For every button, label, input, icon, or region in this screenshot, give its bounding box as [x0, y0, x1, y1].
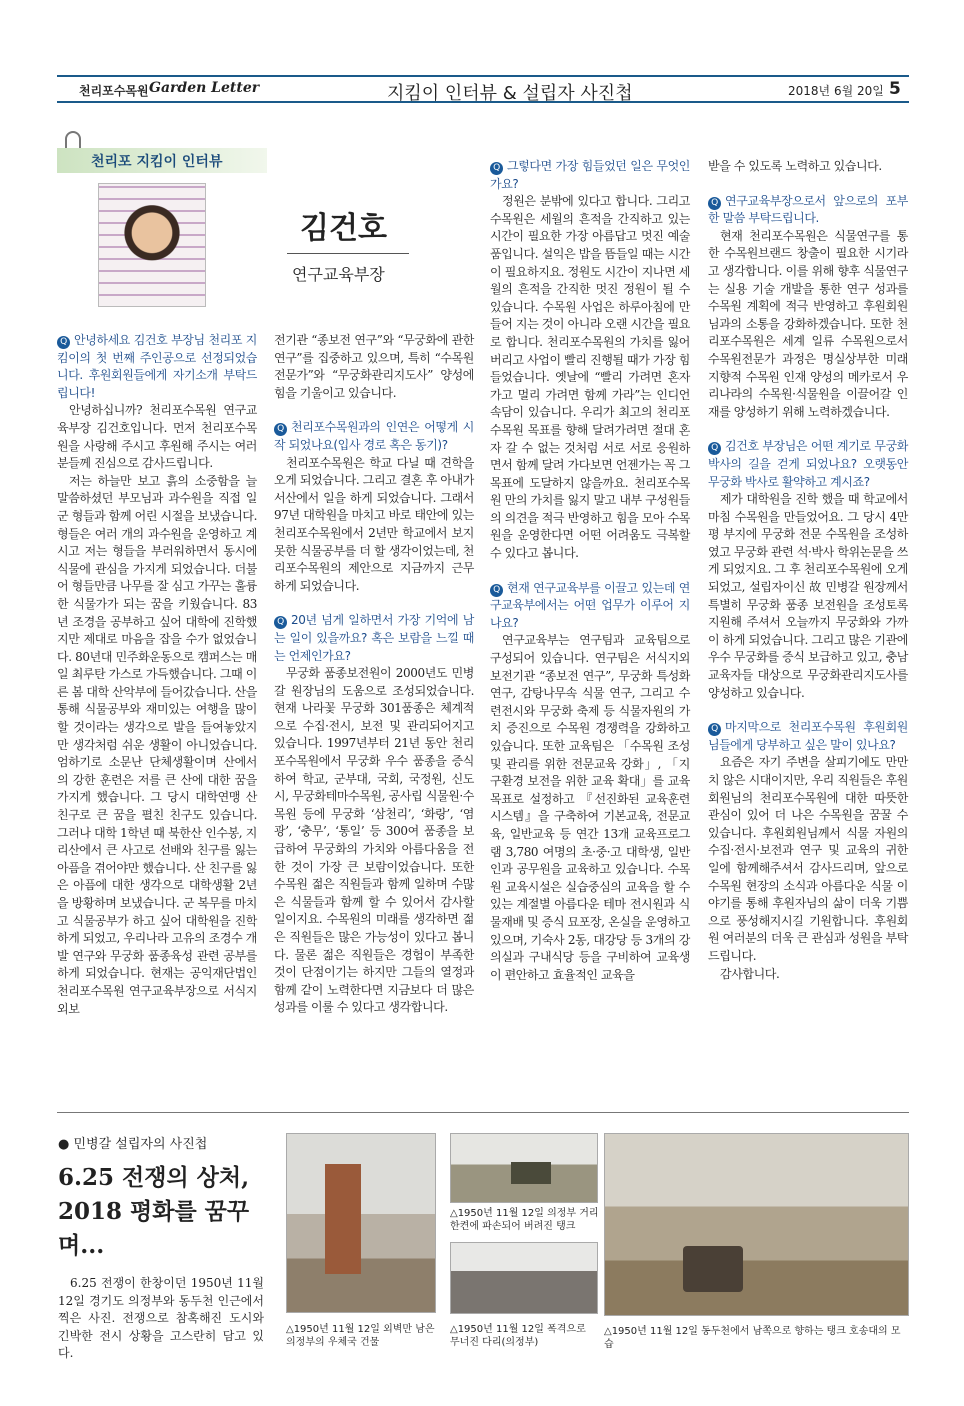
album-headline-line: 6.25 전쟁의 상처, — [58, 1164, 250, 1191]
question-icon: Q — [274, 423, 287, 436]
album-headline — [58, 1161, 278, 1263]
photo-caption — [450, 1207, 602, 1233]
publisher-name: 천리포수목원 — [79, 84, 149, 98]
album-headline-line: 2018 평화를 꿈꾸며... — [58, 1198, 250, 1259]
page-title: 지킴이 인터뷰 & 설립자 사진첩 — [387, 83, 633, 104]
caption-line: △1950년 11월 12일 폭격으로 — [450, 1324, 586, 1335]
caption-line: △1950년 11월 12일 외벽만 남은 — [286, 1324, 435, 1335]
interview-answer: 저는 하늘만 보고 흙의 소중함을 늘 말씀하셨던 부모님과 과수원을 직접 일군 형들과 함께 어린 시절을 보냈습니다. 형들은 여러 개의 과수원을 운영하고 계시고 저는 형들을 부러워하면서 동시에 식물에 관심을 가지게 되었습니다. 더불어 형들만큼 나무를 잘 심고 가꾸는 훌륭한 식물가가 되는 꿈을 키웠습니다. 83년 조경을 공부하고 싶어 대학에 진학했지만 제대로 마음을 잡을 수가 없었습니다. 80년대 민주화운동으로 캠퍼스는 매일 최루탄 가스로 가득했습니다. 그때 이른 봄 대학 산악부에 들어갔습니다. 산을 통해 식물공부와 재미있는 여행을 많이 할 것이라는 생각으로 발을 들여놓았지만 생각처럼 쉬운 생활이 아니었습니다. 엄하기로 소문난 단체생활이며 산에서의 강한 훈련은 저를 큰 산에 대한 꿈을 가지게 했습니다. 그 당시 대학연맹 산 친구로 큰 꿈을 펼친 친구도 있습니다. 그러나 대학 1학년 때 북한산 인수봉, 지리산에서 큰 사고로 선배와 친구를 잃는 아픔을 겪어야만 했습니다. 산 친구를 잃은 아픔에 대한 생각으로 대학생활 2년을 방황하며 보냈습니다. 군 복무를 마치고 식물공부가 하고 싶어 대학원을 진학하게 되었고, 우리나라 고유의 조경수 개발 연구와 무궁화 품종육성 관련 공부를 하게 되었습니다. 현재는 공익재단법인 천리포수목원 연구교육부장으로 서식지외보 — [57, 473, 257, 1016]
interview-answer: 전기관 “종보전 연구”와 “무궁화에 관한 연구”를 집중하고 있으며, 특히 “수목원전문가”와 “무궁화관리지도사” 양성에 힘을 기울이고 있습니다. — [274, 333, 474, 400]
question-icon: Q — [274, 616, 287, 629]
question-text: 연구교육부장으로서 앞으로의 포부 한 말씀 부탁드립니다. — [708, 193, 908, 226]
album-section-label: ● 민병갈 설립자의 사진첩 — [58, 1137, 208, 1152]
caption-line: △1950년 11월 12일 의정부 거리 — [450, 1208, 599, 1219]
question-text: 현재 연구교육부를 이끌고 있는데 연구교육부에서는 어떤 업무가 이루어 지나요? — [490, 580, 690, 630]
photo-caption — [286, 1323, 446, 1349]
photo-caption: △1950년 11월 12일 동두천에서 남쪽으로 향하는 탱크 호송대의 모습 — [604, 1326, 901, 1350]
abandoned-tank-photo — [450, 1133, 598, 1203]
question-icon: Q — [708, 723, 721, 736]
photo-caption — [450, 1323, 602, 1349]
question-text: 김건호 부장님은 어떤 계기로 무궁화 박사의 길을 걷게 되었나요? 오랫동안 무궁화 박사로 활약하고 계시죠? — [708, 439, 908, 489]
caption-line: 무너진 다리(의정부) — [450, 1337, 539, 1348]
page-number: 5 — [889, 79, 901, 99]
collapsed-bridge-photo — [450, 1242, 598, 1314]
interview-answer: 제가 대학원을 진학 했을 때 학교에서 마침 수목원을 만들었어요. 그 당시 4만평 부지에 무궁화 전문 수목원을 조성하였고 무궁화 관련 석·박사 학위논문을 쓰게 되었지요. 그 후 천리포수목원에 오게 되었고, 설립자이신 故 민병갈 원장께서 특별히 무궁화 품종 보전원을 조성토록 지원해 주셔서 오늘까지 무궁화와 가까이 하게 되었습니다. 그리고 많은 기관에 우수 무궁화를 증식 보급하고 있고, 충남교육자들 대상으로 무궁화관리지도사를 양성하고 있습니다. — [708, 492, 908, 700]
question-text: 마지막으로 천리포수목원 후원회원님들에게 당부하고 싶은 말이 있나요? — [708, 720, 908, 752]
interview-question — [708, 719, 908, 754]
interview-question — [708, 438, 908, 491]
interview-question — [57, 332, 257, 402]
caption-line: 의정부의 우체국 건물 — [286, 1337, 380, 1348]
question-icon: Q — [490, 162, 503, 175]
interview-question — [274, 419, 474, 454]
interview-answer: 천리포수목원은 학교 다닐 때 견학을 오게 되었습니다. 그리고 결혼 후 아내가 서산에서 일을 하게 되었습니다. 그래서 97년 대학원을 마치고 바로 태안에 있는 천리포수목원에서 2년만 학교에서 보지 못한 식물공부를 더 할 생각이었는데, 천리포수목원의 제안으로 지금까지 근무하게 되었습니다. — [274, 455, 474, 593]
interview-question — [708, 193, 908, 228]
section-tag: 천리포 지킴이 인터뷰 — [57, 148, 267, 173]
question-icon: Q — [708, 442, 721, 455]
interview-answer: 정원은 분밖에 있다고 합니다. 그리고 수목원은 세월의 흔적을 간직하고 있는 시간이 필요한 가장 아름답고 멋진 예술품입니다. 설익은 밥을 뜸들일 때는 시간이 필요하지요. 정원도 시간이 지나면 세월의 흔적을 간직한 멋진 정원이 될 수 있습니다. 수목원 사업은 하루아침에 만들어 지는 것이 아니라 오랜 시간을 필요로 합니다. 천리포수목원의 가치를 잃어버리고 사업이 빨리 진행될 때가 가장 힘들었습니다. 옛날에 “빨리 가려면 혼자가고 멀리 가려면 함께 가라”는 인디언 속담이 있습니다. 우리가 최고의 천리포수목원 목표를 향해 달려가려면 절대 혼자 갈 수 없는 것처럼 서로 서로 응원하면서 함께 달려 가다보면 언젠가는 꼭 그 목표에 도달하지 않을까요. 천리포수목원 만의 가치를 잃지 말고 내부 구성원들의 의견을 적극 반영하고 힘을 모아 수목원을 운영한다면 어떤 어려움도 극복할 수 있다고 봅니다. — [490, 194, 690, 561]
tank-convoy-photo — [604, 1133, 909, 1316]
question-text: 안녕하세요 김건호 부장님 천리포 지킴이의 첫 번째 주인공으로 선정되었습니다. 후원회원들에게 자기소개 부탁드립니다! — [57, 333, 257, 400]
interview-column-2 — [274, 332, 474, 1017]
interview-answer: 연구교육부는 연구팀과 교육팀으로 구성되어 있습니다. 연구팀은 서식지외보전기관 “종보전 연구”, 무궁화 특성화 연구, 감탕나무속 식물 연구, 그리고 수련전시와 무궁화 축제 등 식물자원의 가치 증진으로 수목원 경쟁력을 강화하고 있습니다. 또한 교육팀은 「수목원 조성 및 관리를 위한 전문교육 강화」, 「지구환경 보전을 위한 교육 확대」를 교육 목표로 설정하고 『선진화된 교육훈련 시스템』을 구축하여 기본교육, 전문교육, 일반교육 등 연간 13개 교육프로그램 3,780 여명의 초·중·고 대학생, 일반인과 공무원을 교육하고 있습니다. 수목원 교육시설은 실습중심의 교육을 할 수 있는 계절별 아름다운 테마 전시원과 식물재배 및 증식 묘포장, 온실을 운영하고 있으며, 기숙사 2동, 대강당 등 3개의 강의실과 구내식당 등을 구비하여 교육생이 편안하고 효율적인 교육을 — [490, 633, 690, 982]
interview-answer: 현재 천리포수목원은 식물연구를 통한 수목원브랜드 창출이 필요한 시기라고 생각합니다. 이를 위해 향후 식물연구는 실용 기술 개발을 통한 연구 성과를 수목원 계획에 적극 반영하고 후원회원님과의 소통을 강화하겠습니다. 또한 천리포수목원은 세계 일류 수목원으로서 수목원전문가 과정은 명실상부한 미래지향적 수목원 인재 양성의 메카로서 우리나라의 수목원·식물원을 이끌어갈 인재를 양성하기 위해 노력하겠습니다. — [708, 228, 908, 419]
interview-answer: 요즘은 자기 주변을 살피기에도 만만치 않은 시대이지만, 우리 직원들은 후원회원님의 천리포수목원에 대한 따뜻한 관심이 있어 더 나은 수목원을 꿈꿀 수 있습니다. 후원회원님께서 식물 자원의 수집·전시·보전과 연구 및 교육의 귀한 일에 함께해주셔서 감사드리며, 앞으로 수목원 현장의 소식과 아름다운 식물 이야기를 통해 후원자님의 삶이 더욱 기쁨으로 풍성해지시길 기원합니다. 후원회원 여러분의 더욱 큰 관심과 성원을 부탁드립니다. — [708, 755, 908, 963]
newsletter-name: Garden Letter — [149, 80, 260, 96]
interviewee-name: 김건호 — [300, 211, 387, 246]
page-header — [57, 75, 909, 103]
interview-column-4 — [708, 158, 908, 983]
interview-question — [490, 580, 690, 633]
question-icon: Q — [708, 197, 721, 210]
interview-answer: 무궁화 품종보전원이 2000년도 민병갈 원장님의 도움으로 조성되었습니다. 현재 나라꽃 무궁화 301품종은 체계적으로 수집·전시, 보전 및 관리되어지고 있습니다. 1997년부터 21년 동안 천리포수목원에서 무궁화 우수 품종을 증식하여 학교, 군부대, 국회, 국정원, 신도시, 무궁화테마수목원, 공사립 식물원·수목원 등에 무궁화 ‘삼천리’, ‘화랑’, ‘염광’, ‘충무’, ‘통일’ 등 300여 품종을 보급하여 무궁화의 가치와 아름다움을 전한 것이 가장 큰 보람이었습니다. 또한 수목원 젊은 직원들과 함께 일하며 수많은 식물들과 함께 할 수 있어서 감사할 일이지요. 수목원의 미래를 생각하면 젊은 직원들은 많은 가능성이 있다고 봅니다. 물론 젊은 직원들은 경험이 부족한 것이 단점이기는 하지만 그들의 열정과 함께 같이 노력한다면 지금보다 더 많은 성과를 이룰 수 있다고 생각합니다. — [274, 666, 474, 1015]
interview-answer: 안녕하십니까? 천리포수목원 연구교육부장 김건호입니다. 먼저 천리포수목원을 사랑해 주시고 후원해 주시는 여러분들께 진심으로 감사드립니다. — [57, 403, 257, 471]
post-office-ruin-photo — [286, 1133, 436, 1313]
section-divider — [57, 1112, 909, 1113]
interview-column-3 — [490, 158, 690, 984]
album-body: 6.25 전쟁이 한창이던 1950년 11월 12일 경기도 의정부와 동두천 인근에서 찍은 사진. 전쟁으로 참혹해진 도시와 긴박한 전시 상황을 고스란히 담고 있다. — [58, 1276, 264, 1361]
question-text: 그렇다면 가장 힘들었던 일은 무엇인가요? — [490, 159, 690, 191]
interview-question — [490, 158, 690, 193]
question-icon: Q — [57, 336, 70, 349]
interview-answer: 받을 수 있도록 노력하고 있습니다. — [708, 159, 882, 173]
interview-question — [274, 612, 474, 665]
portrait-photo — [98, 183, 206, 307]
interview-answer: 감사합니다. — [720, 966, 780, 981]
name-divider — [287, 253, 409, 254]
question-icon: Q — [490, 584, 503, 597]
question-text: 20년 넘게 일하면서 가장 기억에 남는 일이 있을까요? 혹은 보람을 느낄 때는 언제인가요? — [274, 613, 474, 663]
issue-date: 2018년 6월 20일 — [788, 84, 884, 98]
question-text: 천리포수목원과의 인연은 어떻게 시작 되었나요(입사 경로 혹은 동기)? — [274, 420, 474, 452]
interview-column-1 — [57, 332, 257, 1018]
interviewee-role: 연구교육부장 — [292, 265, 385, 284]
caption-line: 한켠에 파손되어 버려진 탱크 — [450, 1221, 576, 1232]
